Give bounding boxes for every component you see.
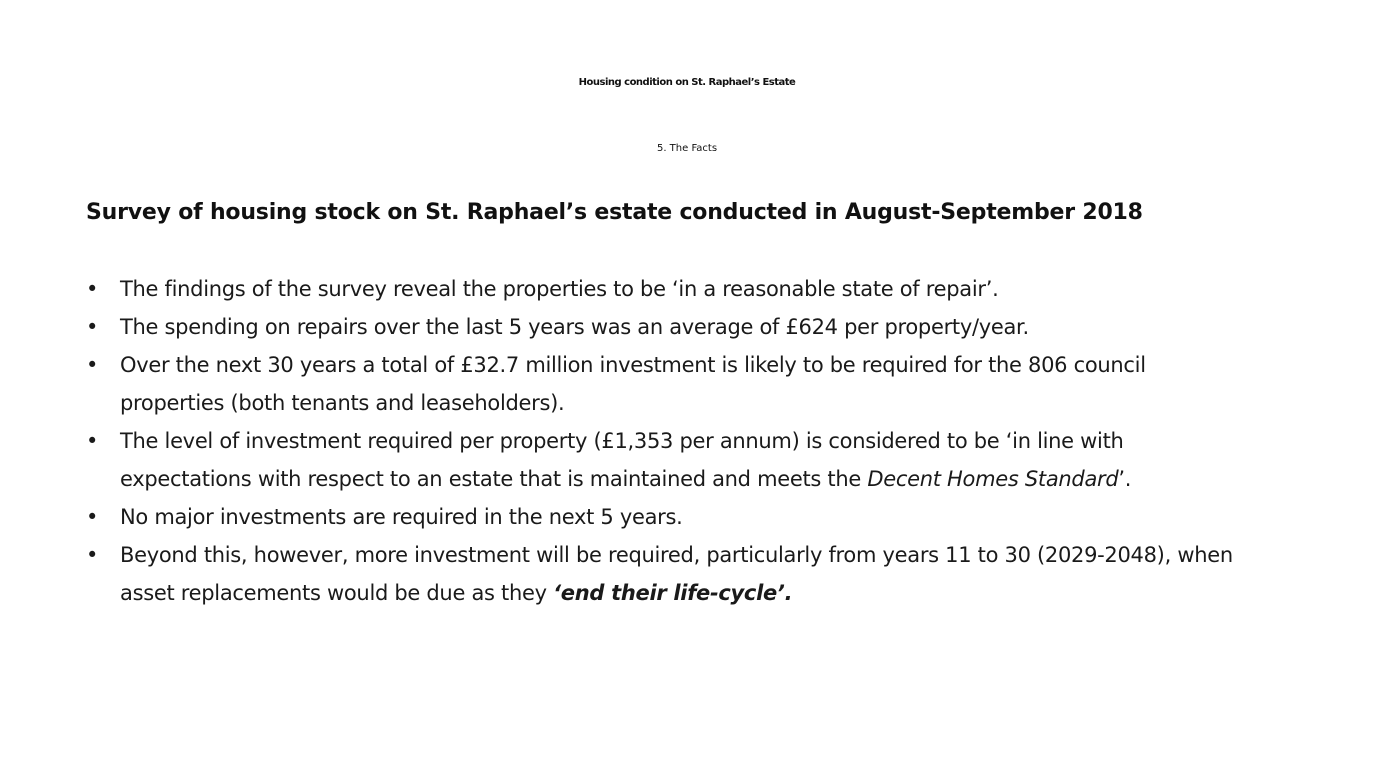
bullet-icon: • [86, 277, 99, 301]
bullet-icon: • [86, 353, 99, 377]
bullet-text-end: ’. [1118, 467, 1132, 491]
list-item [86, 422, 1236, 498]
bullet-text: The level of investment required per property (£1,353 per annum) is considered to be ‘in line with expectations with respect to an estate that is maintained and meets the [120, 429, 1124, 491]
list-item [86, 346, 1236, 422]
decent-homes-standard-text: Decent Homes Standard [867, 467, 1119, 491]
slide-title: Housing condition on St. Raphael’s Estate [578, 77, 796, 88]
slide-subtitle: 5. The Facts [656, 143, 718, 154]
section-heading: Survey of housing stock on St. Raphael’s estate conducted in August-September 2018 [86, 200, 1143, 225]
list-item [86, 498, 1236, 536]
bullet-text: No major investments are required in the next 5 years. [120, 505, 683, 529]
bullet-text: Over the next 30 years a total of £32.7 million investment is likely to be required for the 806 council properties (both tenants and leaseholders). [120, 353, 1146, 415]
bullet-text: Beyond this, however, more investment will be required, particularly from years 11 to 30 (2029-2048), when asset replacements would be due as they [120, 543, 1233, 605]
list-item [86, 308, 1236, 346]
life-cycle-emphasis-text: ‘end their life-cycle’. [553, 581, 793, 605]
bullet-text: The spending on repairs over the last 5 years was an average of £624 per property/year. [120, 315, 1029, 339]
bullet-text: The findings of the survey reveal the properties to be ‘in a reasonable state of repair’. [120, 277, 999, 301]
bullet-icon: • [86, 505, 99, 529]
bullet-icon: • [86, 315, 99, 339]
findings-list [86, 270, 1236, 612]
list-item [86, 536, 1236, 612]
bullet-icon: • [86, 429, 99, 453]
bullet-icon: • [86, 543, 99, 567]
list-item [86, 270, 1236, 308]
